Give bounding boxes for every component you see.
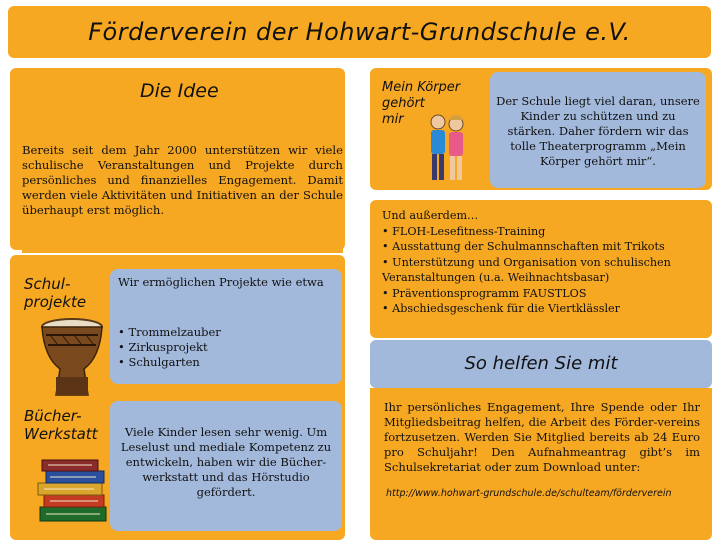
list-item: • Abschiedsgeschenk für die Viertklässler	[382, 302, 621, 315]
schulprojekte-list	[118, 325, 221, 370]
header-banner	[8, 6, 711, 58]
books-image	[34, 455, 112, 525]
list-item: • Trommelzauber	[118, 325, 221, 339]
schulprojekte-label	[24, 275, 86, 311]
left-column-panel	[10, 255, 345, 540]
helfen-title: So helfen Sie mit	[464, 353, 618, 374]
list-item: • Unterstützung und Organisation von schulischen Veranstaltungen (u.a. Weihnachtsbasar)	[382, 255, 671, 284]
buecherwerkstatt-label-line2: Werkstatt	[24, 425, 98, 443]
buecherwerkstatt-card	[110, 401, 342, 531]
buecherwerkstatt-label	[24, 407, 98, 443]
ausserdem-panel	[370, 200, 712, 338]
buecherwerkstatt-label-line1: Bücher-	[24, 407, 82, 425]
schulprojekte-label-line1: Schul-	[24, 275, 71, 293]
schulprojekte-intro: Wir ermöglichen Projekte wie etwa	[118, 275, 324, 289]
koerper-title-line3: mir	[382, 112, 404, 127]
koerper-card	[490, 72, 706, 188]
koerper-title-line2: gehört	[382, 96, 425, 111]
idee-title: Die Idee	[140, 80, 219, 102]
koerper-text: Der Schule liegt viel daran, unsere Kinder zu schützen und zu stärken. Daher fördern wir das tolle Theaterprogramm „Mein Körper gehört mir“.	[496, 94, 700, 168]
children-image	[426, 108, 468, 188]
helfen-text: Ihr persönliches Engagement, Ihre Spende oder Ihr Mitgliedsbeitrag helfen, die Arbeit des Förder-vereins fortzusetzen. Werden Sie Mitglied bereits ab 24 Euro pro Schuljahr! Den Aufnahmeantrag gibt’s im Schulsekretariat oder zum Download unter:	[384, 400, 700, 474]
ausserdem-intro: Und außerdem…	[382, 209, 479, 222]
ausserdem-text	[382, 208, 704, 317]
idee-panel	[10, 68, 345, 250]
drum-image	[38, 317, 106, 399]
page-title: Förderverein der Hohwart-Grundschule e.V.	[88, 18, 631, 46]
helfen-header	[370, 340, 712, 388]
list-item: • Ausstattung der Schulmannschaften mit Trikots	[382, 240, 665, 253]
schulprojekte-label-line2: projekte	[24, 293, 87, 311]
list-item: • Schulgarten	[118, 355, 200, 369]
schulprojekte-card	[110, 269, 342, 384]
helfen-url-link[interactable]: http://www.hohwart-grundschule.de/schulteam/förderverein	[386, 488, 672, 499]
buecherwerkstatt-text: Viele Kinder lesen sehr wenig. Um Leselust und mediale Kompetenz zu entwickeln, haben wir die Bücher-werkstatt und das Hörstudio gefördert.	[120, 425, 332, 499]
list-item: • Präventionsprogramm FAUSTLOS	[382, 286, 587, 300]
koerper-title-line1: Mein Körper	[382, 80, 461, 95]
koerper-panel	[370, 68, 712, 190]
list-item: • FLOH-Lesefitness-Training	[382, 224, 546, 238]
helfen-panel	[370, 388, 712, 540]
idee-text: Bereits seit dem Jahr 2000 unterstützen wir viele schulische Veranstaltungen und Projekte durch persönliches und finanzielles Engagement. Damit werden viele Aktivitäten und Initiativen an der Schule überhaupt erst möglich.	[22, 143, 343, 253]
list-item: • Zirkusprojekt	[118, 340, 208, 354]
